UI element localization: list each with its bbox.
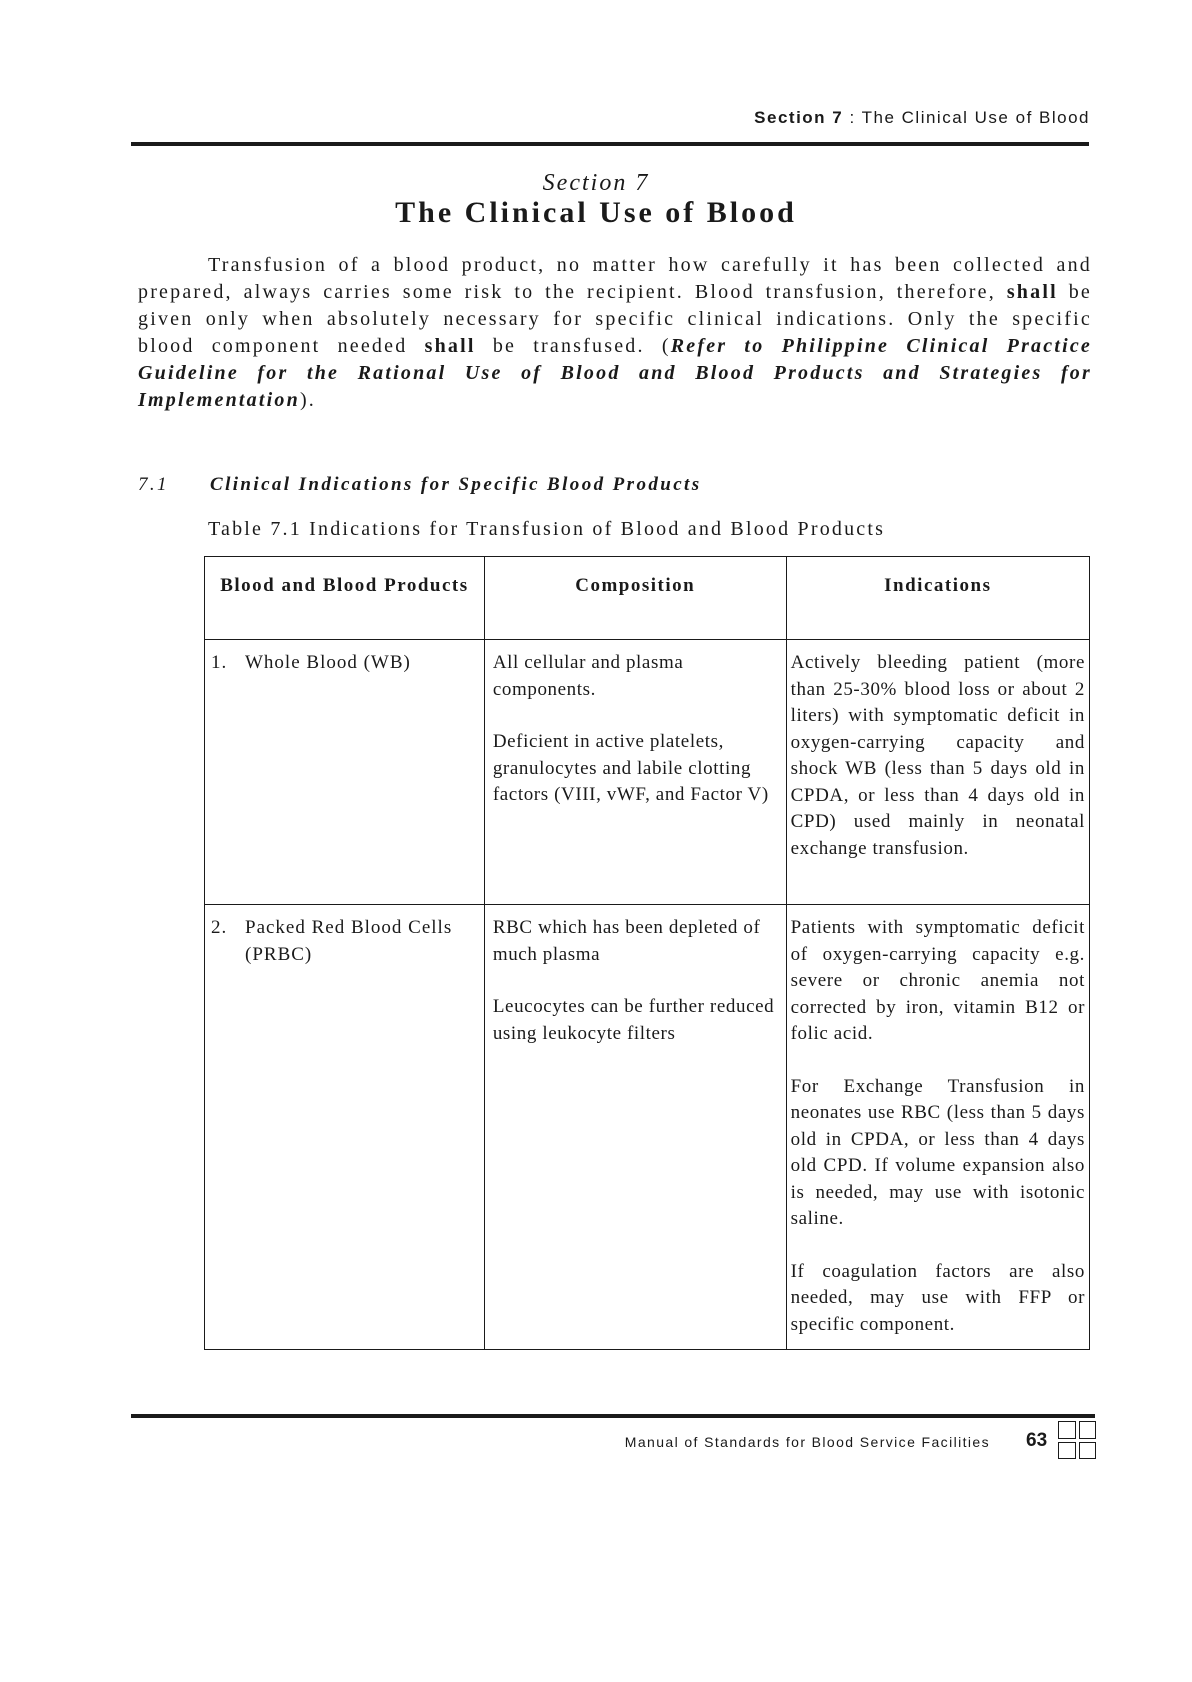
header-indications: Indications [786, 557, 1089, 640]
table-header-row [205, 557, 1090, 640]
intro-text-1: Transfusion of a blood product, no matter how carefully it has been collected and prepared, always carries some risk to the recipient. Blood transfusion, therefore, [138, 254, 1092, 303]
item-number: 1. [211, 652, 228, 673]
cell-indications [786, 640, 1089, 905]
table-row [205, 905, 1090, 1350]
product-name: Packed Red Blood Cells (PRBC) [245, 917, 453, 965]
section-label: Section 7 [542, 170, 650, 196]
intro-text-3: be transfused. ( [492, 335, 671, 357]
composition-text: RBC which has been depleted of much plasma [492, 917, 761, 965]
subsection-title: Clinical Indications for Specific Blood Products [210, 474, 702, 495]
intro-text-2: be given only when absolutely necessary for specific clinical indications. Only the specific blood component needed [138, 281, 1093, 357]
footer-rule [131, 1414, 1095, 1418]
composition-text: Deficient in active platelets, granulocytes and labile clotting factors (VIII, vWF, and Factor V) [492, 731, 769, 805]
cell-product [205, 905, 485, 1350]
running-head-title: The Clinical Use of Blood [861, 108, 1090, 127]
table-caption: Table 7.1 Indications for Transfusion of Blood and Blood Products [208, 518, 886, 540]
intro-shall-2: shall [424, 335, 476, 357]
running-head [754, 108, 1090, 128]
cell-product [205, 640, 485, 905]
footer-manual-title: Manual of Standards for Blood Service Facilities [624, 1434, 990, 1450]
cell-composition [484, 640, 786, 905]
indication-text: Actively bleeding patient (more than 25-30% blood loss or about 2 liters) with symptomatic deficit in oxygen-carrying capacity and shock WB (less than 5 days old in CPDA, or less than 4 days old in CPD) used mainly in neonatal exchange transfusion. [790, 652, 1085, 859]
intro-shall-1: shall [1006, 281, 1058, 303]
indication-text: If coagulation factors are also needed, may use with FFP or specific component. [790, 1260, 1085, 1335]
intro-paragraph [138, 252, 1092, 414]
subsection-heading [138, 474, 702, 496]
composition-text: Leucocytes can be further reduced using leukocyte filters [492, 996, 775, 1044]
cell-composition [484, 905, 786, 1350]
intro-text-4: ). [299, 389, 316, 411]
running-head-section: Section 7 [754, 108, 844, 127]
header-rule [131, 142, 1089, 146]
intro-reference: Refer to Philippine Clinical Practice Guideline for the Rational Use of Blood and Blood Products and Strategies for Implementation [138, 335, 1093, 411]
indications-table [204, 556, 1090, 1350]
running-head-separator: : [843, 108, 862, 127]
section-title: The Clinical Use of Blood [395, 196, 797, 229]
header-products: Blood and Blood Products [205, 557, 485, 640]
indication-text: Patients with symptomatic deficit of oxygen-carrying capacity e.g. severe or chronic anemia not corrected by iron, vitamin B12 or folic acid. [790, 917, 1085, 1044]
indication-text: For Exchange Transfusion in neonates use RBC (less than 5 days old in CPDA, or less than 4 days old CPD. If volume expansion also is needed, may use with isotonic saline. [790, 1075, 1085, 1229]
cell-indications [786, 905, 1089, 1350]
page-grid-icon [1058, 1421, 1096, 1459]
product-name: Whole Blood (WB) [245, 652, 411, 673]
header-composition: Composition [484, 557, 786, 640]
composition-text: All cellular and plasma components. [492, 652, 684, 700]
table-row [205, 640, 1090, 905]
page-number: 63 [1026, 1430, 1048, 1451]
item-number: 2. [211, 917, 228, 938]
subsection-number: 7.1 [138, 474, 169, 495]
